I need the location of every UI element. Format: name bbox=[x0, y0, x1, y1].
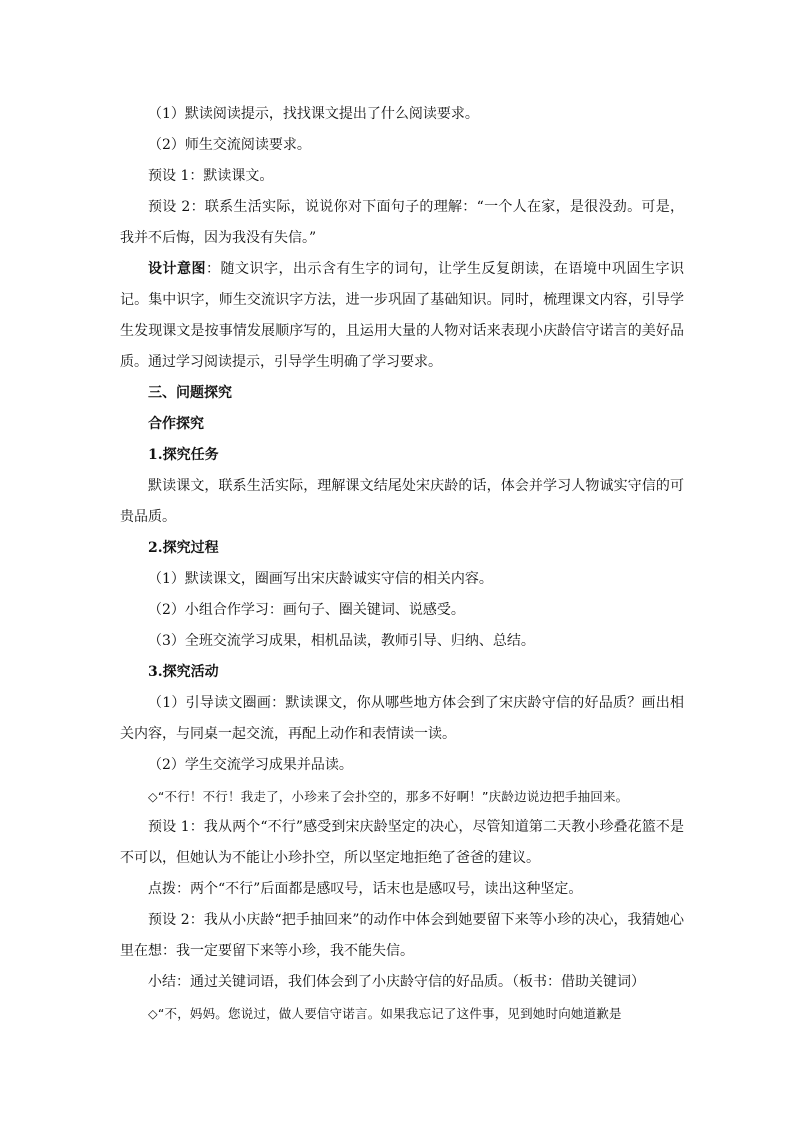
quote-2: ◇“不，妈妈。您说过，做人要信守诺言。如果我忘记了这件事，见到她时向她道歉是 bbox=[148, 1006, 622, 1021]
step-2-text: （2）师生交流阅读要求。 bbox=[148, 137, 311, 153]
cooperative-inquiry-heading: 合作探究 bbox=[148, 416, 204, 432]
guidance-note: 点拨：两个“不行”后面都是感叹号，话末也是感叹号，读出这种坚定。 bbox=[148, 881, 583, 897]
activity-step-2: （2）学生交流学习成果并品读。 bbox=[148, 757, 353, 773]
preset-1-analysis: 预设 1：我从两个“不行”感受到宋庆龄坚定的决心，尽管知道第二天教小珍叠花篮不是不可以，但她认为不能让小珍扑空，所以坚定地拒绝了爸爸的建议。 bbox=[120, 819, 684, 866]
design-intent-text: ：随文识字，出示含有生字的词句，让学生反复朗读，在语境中巩固生字识记。集中识字，师生交流识字方法，进一步巩固了基础知识。同时，梳理课文内容，引导学生发现课文是按事情发展顺序写的，且运用大量的人物对话来表现小庆龄信守诺言的美好品质。通过学习阅读提示，引导学生明确了学习要求。 bbox=[120, 261, 684, 370]
preset-2-text: 预设 2：联系生活实际，说说你对下面句子的理解：“一个人在家，是很没劲。可是，我并不后悔，因为我没有失信。” bbox=[120, 199, 684, 246]
process-step-3: （3）全班交流学习成果，相机品读，教师引导、归纳、总结。 bbox=[148, 633, 535, 649]
inquiry-task-heading: 1.探究任务 bbox=[148, 447, 219, 463]
section-3-heading: 三、问题探究 bbox=[148, 385, 232, 401]
summary-note: 小结：通过关键词语，我们体会到了小庆龄守信的好品质。（板书：借助关键词） bbox=[148, 974, 645, 990]
step-1-text: （1）默读阅读提示，找找课文提出了什么阅读要求。 bbox=[148, 106, 479, 122]
design-intent-label: 设计意图 bbox=[148, 261, 206, 277]
process-step-1: （1）默读课文，圈画写出宋庆龄诚实守信的相关内容。 bbox=[148, 571, 493, 587]
inquiry-process-heading: 2.探究过程 bbox=[148, 540, 219, 556]
design-intent-paragraph bbox=[120, 254, 684, 378]
activity-step-1: （1）引导读文圈画：默读课文，你从哪些地方体会到了宋庆龄守信的好品质？画出相关内容，与同桌一起交流，再配上动作和表情读一读。 bbox=[120, 695, 684, 742]
process-step-2: （2）小组合作学习：画句子、圈关键词、说感受。 bbox=[148, 602, 465, 618]
quote-1: ◇“不行！不行！我走了，小珍来了会扑空的，那多不好啊！”庆龄边说边把手抽回来。 bbox=[148, 789, 629, 804]
preset-1-text: 预设 1：默读课文。 bbox=[148, 168, 274, 184]
preset-2-analysis: 预设 2：我从小庆龄“把手抽回来”的动作中体会到她要留下来等小珍的决心，我猜她心里在想：我一定要留下来等小珍，我不能失信。 bbox=[120, 912, 684, 959]
inquiry-task-text: 默读课文，联系生活实际，理解课文结尾处宋庆龄的话，体会并学习人物诚实守信的可贵品质。 bbox=[120, 478, 684, 525]
document-body bbox=[120, 99, 684, 1029]
inquiry-activity-heading: 3.探究活动 bbox=[148, 664, 219, 680]
